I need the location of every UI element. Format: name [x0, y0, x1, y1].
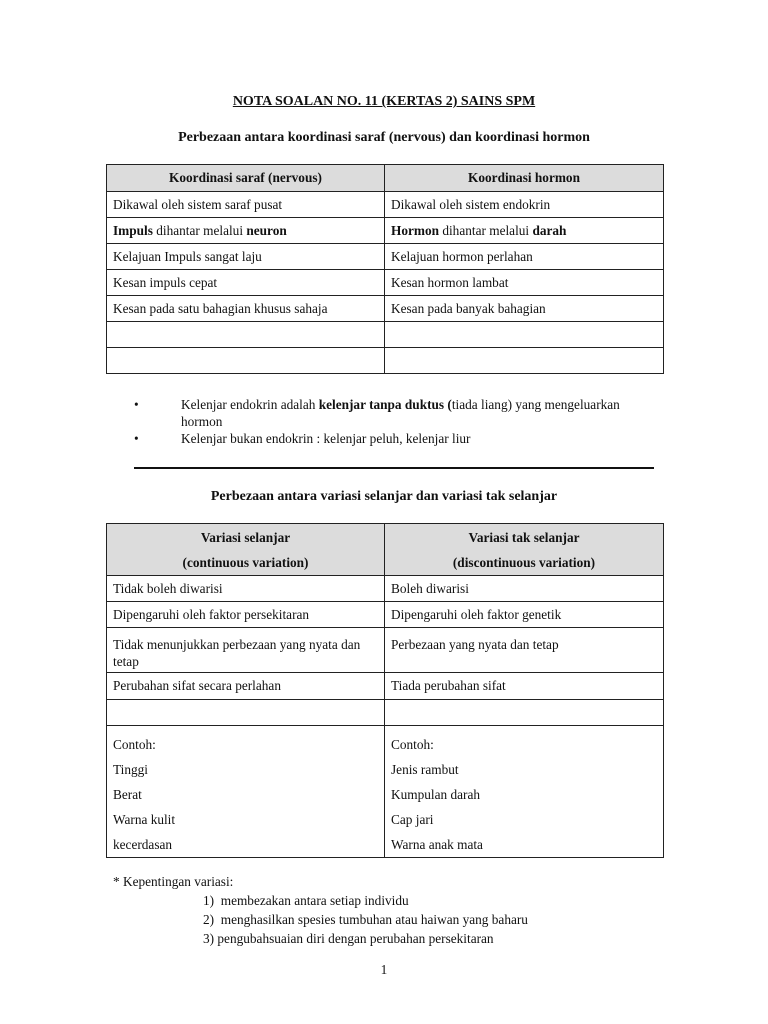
- example-item: Contoh:: [391, 737, 434, 752]
- bullet-list: [134, 396, 634, 447]
- table-header-row: [107, 524, 664, 576]
- section2-heading: Perbezaan antara variasi selanjar dan variasi tak selanjar: [210, 489, 558, 504]
- example-item: Contoh:: [113, 737, 156, 752]
- list-item: 2) menghasilkan spesies tumbuhan atau haiwan yang baharu: [203, 912, 528, 927]
- bold-term: Hormon: [391, 222, 440, 238]
- list-item: [134, 396, 634, 430]
- table-cell: Kesan hormon lambat: [385, 270, 664, 296]
- table-row: [107, 192, 664, 218]
- col-header-discontinuous: [385, 524, 664, 576]
- table-cell: Kesan pada banyak bahagian: [385, 296, 664, 322]
- page-number: 1: [380, 962, 388, 977]
- table-cell: [107, 218, 385, 244]
- table-row: [107, 218, 664, 244]
- table-cell: Tidak boleh diwarisi: [107, 576, 385, 602]
- list-item: [134, 430, 634, 447]
- table-cell: Tiada perubahan sifat: [385, 673, 664, 700]
- table-cell: [385, 218, 664, 244]
- example-item: Tinggi: [113, 762, 148, 777]
- table-cell: [385, 348, 664, 374]
- bold-term: Impuls: [113, 222, 153, 238]
- col-header-continuous: [107, 524, 385, 576]
- importance-notes: [113, 872, 528, 948]
- example-item: Warna kulit: [113, 812, 176, 827]
- table-row-examples: [107, 726, 664, 858]
- examples-cell-continuous: [107, 726, 385, 858]
- table-row-empty: [107, 700, 664, 726]
- table-header-row: [107, 165, 664, 192]
- table-cell: Kesan pada satu bahagian khusus sahaja: [107, 296, 385, 322]
- table-cell: Kesan impuls cepat: [107, 270, 385, 296]
- example-item: Cap jari: [391, 812, 434, 827]
- header-line: (discontinuous variation): [452, 554, 596, 570]
- nervous-hormone-table: [106, 164, 664, 374]
- table-cell: [107, 348, 385, 374]
- table-row: [107, 576, 664, 602]
- importance-heading: * Kepentingan variasi:: [113, 874, 234, 889]
- table-cell: Kelajuan hormon perlahan: [385, 244, 664, 270]
- bold-term: kelenjar tanpa duktus (: [318, 397, 452, 412]
- bold-term: darah: [532, 222, 567, 238]
- table-row: [107, 628, 664, 673]
- col-header-hormone: Koordinasi hormon: [385, 165, 664, 192]
- example-item: Kumpulan darah: [391, 787, 480, 802]
- section1-heading: Perbezaan antara koordinasi saraf (nervous) dan koordinasi hormon: [178, 130, 590, 145]
- example-item: Jenis rambut: [391, 762, 459, 777]
- table-cell: Dipengaruhi oleh faktor persekitaran: [107, 602, 385, 628]
- table-row: [107, 673, 664, 700]
- example-item: Berat: [113, 787, 142, 802]
- bullet-icon: •: [134, 397, 139, 412]
- bullet-text: tiada liang) yang mengeluarkan hormon: [181, 397, 620, 429]
- page-title: NOTA SOALAN NO. 11 (KERTAS 2) SAINS SPM: [232, 94, 536, 109]
- table-cell: Kelajuan Impuls sangat laju: [107, 244, 385, 270]
- table-cell: Dikawal oleh sistem endokrin: [385, 192, 664, 218]
- table-cell: Tidak menunjukkan perbezaan yang nyata dan tetap: [107, 628, 385, 673]
- table-row-empty: [107, 322, 664, 348]
- variation-table: [106, 523, 664, 858]
- horizontal-divider: [134, 467, 654, 469]
- table-cell: Perubahan sifat secara perlahan: [107, 673, 385, 700]
- header-line: Variasi tak selanjar: [468, 529, 580, 545]
- list-item: 3) pengubahsuaian diri dengan perubahan persekitaran: [203, 931, 494, 946]
- example-item: kecerdasan: [113, 837, 173, 852]
- table-row: [107, 296, 664, 322]
- example-item: Warna anak mata: [391, 837, 483, 852]
- header-line: Variasi selanjar: [200, 529, 291, 545]
- bullet-icon: •: [134, 431, 139, 446]
- cell-text: dihantar melalui: [152, 222, 247, 238]
- table-row: [107, 602, 664, 628]
- table-cell: Dipengaruhi oleh faktor genetik: [385, 602, 664, 628]
- table-cell: [385, 700, 664, 726]
- examples-cell-discontinuous: [385, 726, 664, 858]
- bullet-text: Kelenjar bukan endokrin : kelenjar peluh, kelenjar liur: [181, 431, 471, 446]
- table-row: [107, 244, 664, 270]
- table-cell: [107, 322, 385, 348]
- table-cell: Dikawal oleh sistem saraf pusat: [107, 192, 385, 218]
- cell-text: dihantar melalui: [439, 222, 533, 238]
- table-row-empty: [107, 348, 664, 374]
- table-row: [107, 270, 664, 296]
- bullet-text: Kelenjar endokrin adalah: [181, 397, 319, 412]
- header-line: (continuous variation): [182, 554, 309, 570]
- table-cell: [107, 700, 385, 726]
- table-cell: Boleh diwarisi: [385, 576, 664, 602]
- col-header-nervous: Koordinasi saraf (nervous): [107, 165, 385, 192]
- list-item: 1) membezakan antara setiap individu: [203, 893, 409, 908]
- table-cell: Perbezaan yang nyata dan tetap: [385, 628, 664, 673]
- table-cell: [385, 322, 664, 348]
- bold-term: neuron: [246, 222, 287, 238]
